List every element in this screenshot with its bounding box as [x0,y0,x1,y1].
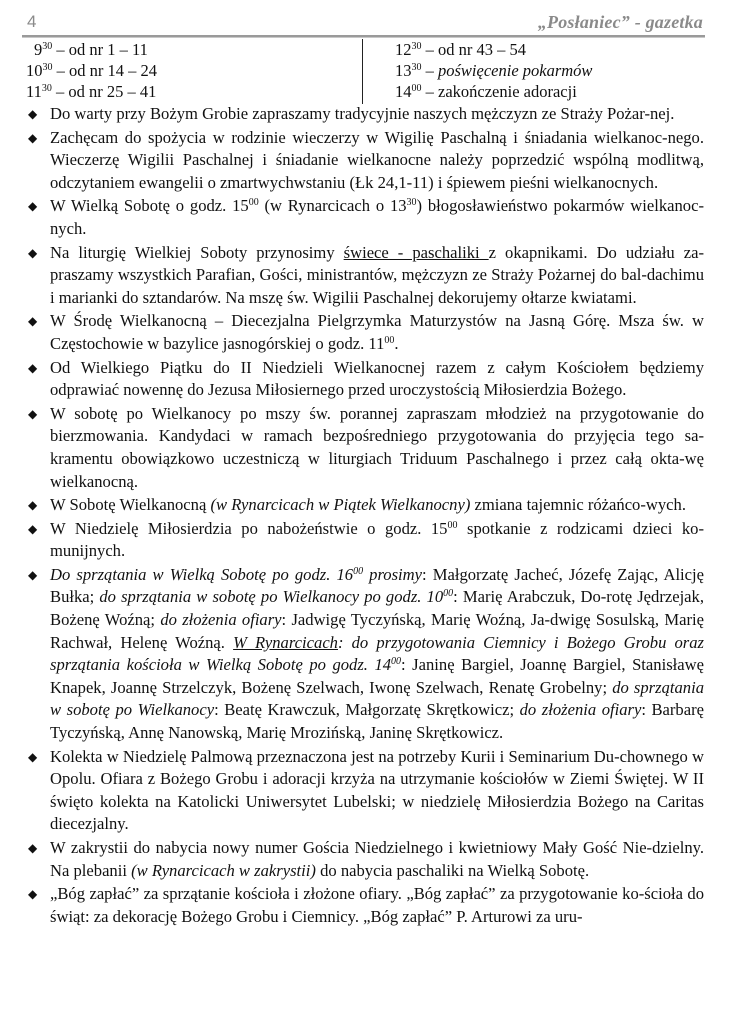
italic-text: Do sprzątania w Wielką Sobotę po godz. 16 [50,564,354,584]
schedule-divider [362,39,363,104]
announcement-text: z okapnikami. Do udziału za-praszamy wszystkich Parafian, Gości, ministrantów, mężczyzn ze Straży Pożarnej do bal-dachimu i marianki do sztandarów. Na mszę św. Wigilii Paschalnej dekorujemy ołtarze kwiatami. [50,242,704,307]
underlined-text: świece - paschaliki [343,242,489,262]
newsletter-title: „Posłaniec” - gazetka [537,12,703,32]
announcement-item [26,357,704,402]
diamond-bullet-icon: ◆ [28,887,38,902]
schedule-text: poświęcenie pokarmów [438,61,593,80]
announcement-text: : Marię Arabczuk, Do-rotę Jędrzejak, Bożenę Woźną; [50,587,704,630]
schedule-row [26,81,356,102]
schedule-minutes: 30 [42,41,53,52]
announcement-text: zmiana tajemnic różańco-wych. [470,495,686,515]
page-number: 4 [27,12,37,31]
announcement-item [26,518,704,563]
italic-text: prosimy [363,564,423,584]
diamond-bullet-icon: ◆ [28,406,38,421]
italic-text: (w Rynarcicach w Piątek Wielkanocny) [210,495,471,515]
announcement-text: Od Wielkiego Piątku do II Niedzieli Wielkanocnej razem z całym Kościołem będziemy odprawiać nowennę do Jezusa Miłosiernego przed uroczystością Miłosierdzia Bożego. [50,357,704,400]
announcement-text: ) błogosławieństwo pokarmów wielkanoc-nych. [50,196,704,238]
time-minutes: 00 [248,197,259,209]
schedule-separator: – [421,61,438,80]
announcement-list [26,103,704,928]
announcement-text: do nabycia paschaliki na Wielką Sobotę. [315,860,590,880]
italic-text: do złożenia ofiary [160,610,282,630]
schedule-hour: 13 [395,61,412,80]
schedule-text: – od nr 14 – 24 [52,61,157,80]
announcement-item [26,310,704,355]
schedule-text: – od nr 25 – 41 [51,82,157,101]
announcement-text: : Barbarę Tyczyńską, Annę Nanowską, Marię Mrozińską, Janinę Skrętkowicz. [50,700,704,743]
page-header [27,8,703,38]
announcement-text: W Wielką Sobotę o godz. 15 [50,196,249,216]
announcement-item [26,403,704,493]
diamond-bullet-icon: ◆ [28,130,38,145]
announcements [26,103,704,929]
time-minutes: 30 [406,197,417,209]
announcement-item [26,746,704,836]
schedule-minutes: 30 [42,62,53,73]
schedule-column-right [395,39,715,102]
schedule-hour: 9 [34,40,43,59]
schedule-minutes: 30 [411,41,422,52]
announcement-text: W Niedzielę Miłosierdzia po nabożeństwie o godz. 15 [50,518,448,538]
diamond-bullet-icon: ◆ [28,314,38,329]
italic-text: do złożenia ofiary [519,700,642,720]
announcement-item [26,837,704,882]
diamond-bullet-icon: ◆ [28,749,38,764]
announcement-text: spotkanie z rodzicami dzieci ko-munijnych. [50,518,705,561]
announcement-item [26,883,704,928]
schedule-row [395,60,715,81]
adoration-schedule [26,39,706,102]
diamond-bullet-icon: ◆ [28,245,38,260]
announcement-text: : Małgorzatę Jacheć, Józefę Zając, Alicję Bułka; [50,564,705,607]
announcement-text: : Beatę Krawczuk, Małgorzatę Skrętkowicz; [214,700,520,720]
schedule-minutes: 30 [41,83,52,94]
announcement-text: W Środę Wielkanocną – Diecezjalna Pielgrzymka Maturzystów na Jasną Górę. Msza św. w Częstochowie w bazylice jasnogórskiej o godz. 11 [50,311,704,353]
schedule-row [395,39,715,60]
schedule-text: – zakończenie adoracji [421,82,577,101]
diamond-bullet-icon: ◆ [28,199,38,214]
schedule-hour: 11 [26,82,42,101]
announcement-text: : Janinę Bargiel, Joannę Bargiel, Stanisławę Knapek, Joannę Strzelczyk, Bożenę Szelwach, Iwonę Szelwach, Renatę Grobelny; [50,655,704,697]
italic-text: (w Rynarcicach w zakrystii) [131,860,316,880]
announcement-text: . [394,333,399,353]
diamond-bullet-icon: ◆ [28,841,38,855]
announcement-item [26,195,704,240]
schedule-row [26,60,356,81]
schedule-row [395,81,715,102]
announcement-text: Do warty przy Bożym Grobie zapraszamy tradycyjnie naszych mężczyzn ze Straży Pożar-nej. [50,104,675,123]
diamond-bullet-icon: ◆ [28,521,38,536]
announcement-text: : Jadwigę Tyczyńską, Marię Woźną, Ja-dwigę Sosulską, Marię Rachwał, Helenę Woźną. [50,610,704,652]
schedule-column-left [26,39,356,102]
time-minutes: 00 [353,565,364,577]
header-rule [22,35,705,38]
announcement-text: W sobotę po Wielkanocy po mszy św. porannej zapraszam młodzież na przygotowanie do bierzmowania. Kandydaci w ramach bezpośredniego przygotowania do przyjęcia tego sa-kramentu obowiązkowo uczestniczą w liturgiach Triduum Paschalnego i przez całą okta-wę wielkanocną. [50,403,704,491]
schedule-minutes: 00 [411,83,422,94]
announcement-item [26,494,704,517]
schedule-hour: 12 [395,40,412,59]
announcement-item [26,103,704,126]
italic-text: do sprzątania w sobotę po Wielkanocy po godz. 10 [99,587,444,607]
announcement-item [26,242,704,310]
time-minutes: 00 [391,656,402,668]
announcement-text: Na liturgię Wielkiej Soboty przynosimy [50,242,344,262]
diamond-bullet-icon: ◆ [28,498,38,513]
time-minutes: 00 [384,334,395,346]
schedule-hour: 10 [26,61,43,80]
diamond-bullet-icon: ◆ [28,107,38,121]
announcement-text: Zachęcam do spożycia w rodzinie wieczerzy w Wigilię Paschalną i śniadania wielkanoc-nego. Wieczerzę Wigilii Paschalnej i śniadanie wielkanocne należy poprzedzić wspólną modlitwą, odczytaniem ewangelii o zmartwychwstaniu (Łk 24,1-11) i śpiewem pieśni wielkanocnych. [50,127,704,192]
schedule-row [26,39,356,60]
italic-text: : do przygotowania Ciemnicy i Bożego Grobu oraz sprzątania kościoła w Wielką Sobotę po godz. 14 [50,632,704,675]
time-minutes: 00 [447,519,458,531]
diamond-bullet-icon: ◆ [28,360,38,375]
schedule-text: – od nr 43 – 54 [421,40,526,59]
announcement-text: W zakrystii do nabycia nowy numer Gościa Niedzielnego i kwietniowy Mały Gość Nie-dzielny. Na plebanii [50,838,704,880]
schedule-text: – od nr 1 – 11 [52,40,148,59]
announcement-text: (w Rynarcicach o 13 [258,196,407,216]
announcement-text: Kolekta w Niedzielę Palmową przeznaczona jest na potrzeby Kurii i Seminarium Du-chownego w Opolu. Ofiara z Bożego Grobu i adoracji krzyża na utrzymanie kościołów w Ziemi Świętej. W II święto kolekta na Katolicki Uniwersytet Lubelski; w niedzielę Miłosierdzia Bożego na Caritas diecezjalny. [50,746,704,834]
underlined-italic-text: W Rynarcicach [233,632,338,652]
time-minutes: 00 [443,588,454,600]
italic-text: do sprzątania w sobotę po Wielkanocy [50,677,704,720]
diamond-bullet-icon: ◆ [28,567,38,582]
schedule-minutes: 30 [411,62,422,73]
announcement-item [26,127,704,195]
announcement-text: „Bóg zapłać” za sprzątanie kościoła i złożone ofiary. „Bóg zapłać” za przygotowanie ko-ścioła do świąt: za dekorację Bożego Grobu i Ciemnicy. „Bóg zapłać” P. Arturowi za uru- [50,884,704,926]
schedule-hour: 14 [395,82,412,101]
announcement-text: W Sobotę Wielkanocną [50,495,211,515]
announcement-item [26,564,704,745]
